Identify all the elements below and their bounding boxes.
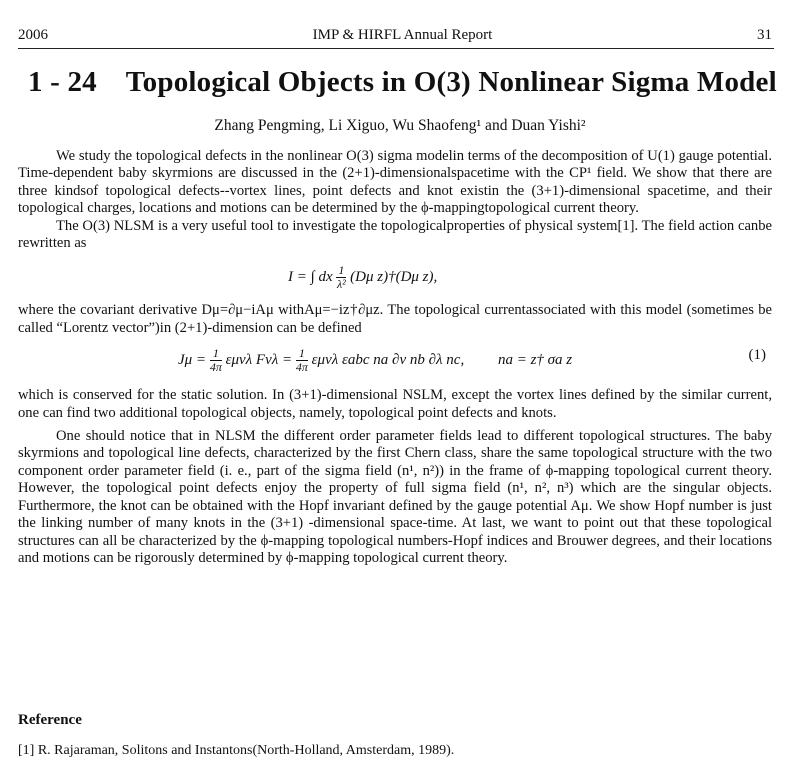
- paragraph-abstract: We study the topological defects in the nonlinear O(3) sigma modelin terms of the decomposition of U(1) gauge potential. Time-dependent baby skyrmions are discussed in the (2+1)-dimensionalspacetime with the CP¹ field. We show that there are three kindsof topological defects--vortex lines, point defects and knot existin the (3+1)-dimensional spacetime, and their topological charges, locations and motions can be determined by the ϕ-mappingtopological current theory.: [18, 148, 772, 217]
- eq-action-frac-num: 1: [338, 263, 345, 278]
- running-header: [18, 24, 772, 46]
- eq-action-lhs: I = ∫ dx: [288, 269, 333, 286]
- eq-action-rhs: (Dμ z)†(Dμ z),: [350, 269, 438, 286]
- article-body: [18, 148, 772, 567]
- equation-number: (1): [748, 347, 766, 364]
- eq-current-mid: εμνλ Fνλ =: [225, 352, 293, 369]
- eq-current-frac-num: 1: [210, 347, 222, 361]
- eq-action-fraction: [336, 264, 346, 291]
- eq-current-rhs: εμνλ εabc na ∂ν nb ∂λ nc,: [311, 352, 465, 369]
- author-list: Zhang Pengming, Li Xiguo, Wu Shaofeng¹ and Duan Yishi²: [214, 117, 586, 134]
- paragraph-intro: The O(3) NLSM is a very useful tool to investigate the topologicalproperties of physical system[1]. The field action canbe rewritten as: [18, 217, 772, 252]
- eq-current-lhs: Jμ =: [178, 352, 207, 369]
- article-title-text: Topological Objects in O(3) Nonlinear Sigma Model: [125, 66, 777, 98]
- equation-action: [18, 252, 772, 302]
- article-number: 1 - 24: [28, 66, 97, 98]
- eq-current-fraction-1: [210, 347, 222, 374]
- paragraph-covariant: where the covariant derivative Dμ=∂μ−iAμ withAμ=−iz†∂μz. The topological currentassociated with this model (sometimes be called “Lorentz vector”)in (2+1)-dimension can be defined: [18, 302, 772, 336]
- eq-current-frac-den: 4π: [209, 360, 222, 375]
- article-title: [28, 66, 777, 99]
- header-rule: [18, 48, 774, 49]
- header-journal: IMP & HIRFL Annual Report: [312, 26, 493, 43]
- reference-heading: Reference: [18, 712, 82, 728]
- reference-item: [1] R. Rajaraman, Solitons and Instantons(North-Holland, Amsterdam, 1989).: [18, 743, 455, 758]
- header-page-number: 31: [756, 26, 772, 43]
- eq-current-fraction-2: [296, 347, 308, 374]
- eq-current-frac-den-2: 4π: [295, 360, 308, 375]
- eq-current-frac-num-2: 1: [296, 347, 308, 361]
- equation-current: [18, 337, 772, 387]
- paragraph-discussion: One should notice that in NLSM the different order parameter fields lead to different topological structures. The baby skyrmions and topological line defects, characterized by the first Chern class, share the same topological structure with the two component order parameter field (i. e., part of the sigma field (n¹, n²)) in the frame of ϕ-mapping topological current theory. However, the topological point defects enjoy the property of full sigma field (n¹, n², n³) which are the singular objects. Furthermore, the knot can be obtained with the Hopf invariant defined by the gauge potential Aμ. We show Hopf number is just the linking number of many knots in the (3+1) -dimensional space-time. At last, we want to point out that these topological structures can all be characterized by the ϕ-mapping topological numbers-Hopf indices and Brouwer degrees, and their locations and motions can be rigorously determined by ϕ-mapping topological current theory.: [18, 428, 772, 566]
- paragraph-conserved: which is conserved for the static solution. In (3+1)-dimensional NSLM, except the vortex lines defined by the similar current, one can find two additional topological objects, namely, topological point defects and knots.: [18, 387, 772, 421]
- eq-n-definition: na = z† σa z: [497, 352, 573, 369]
- header-year: 2006: [18, 26, 48, 43]
- eq-action-frac-den: λ²: [336, 277, 346, 292]
